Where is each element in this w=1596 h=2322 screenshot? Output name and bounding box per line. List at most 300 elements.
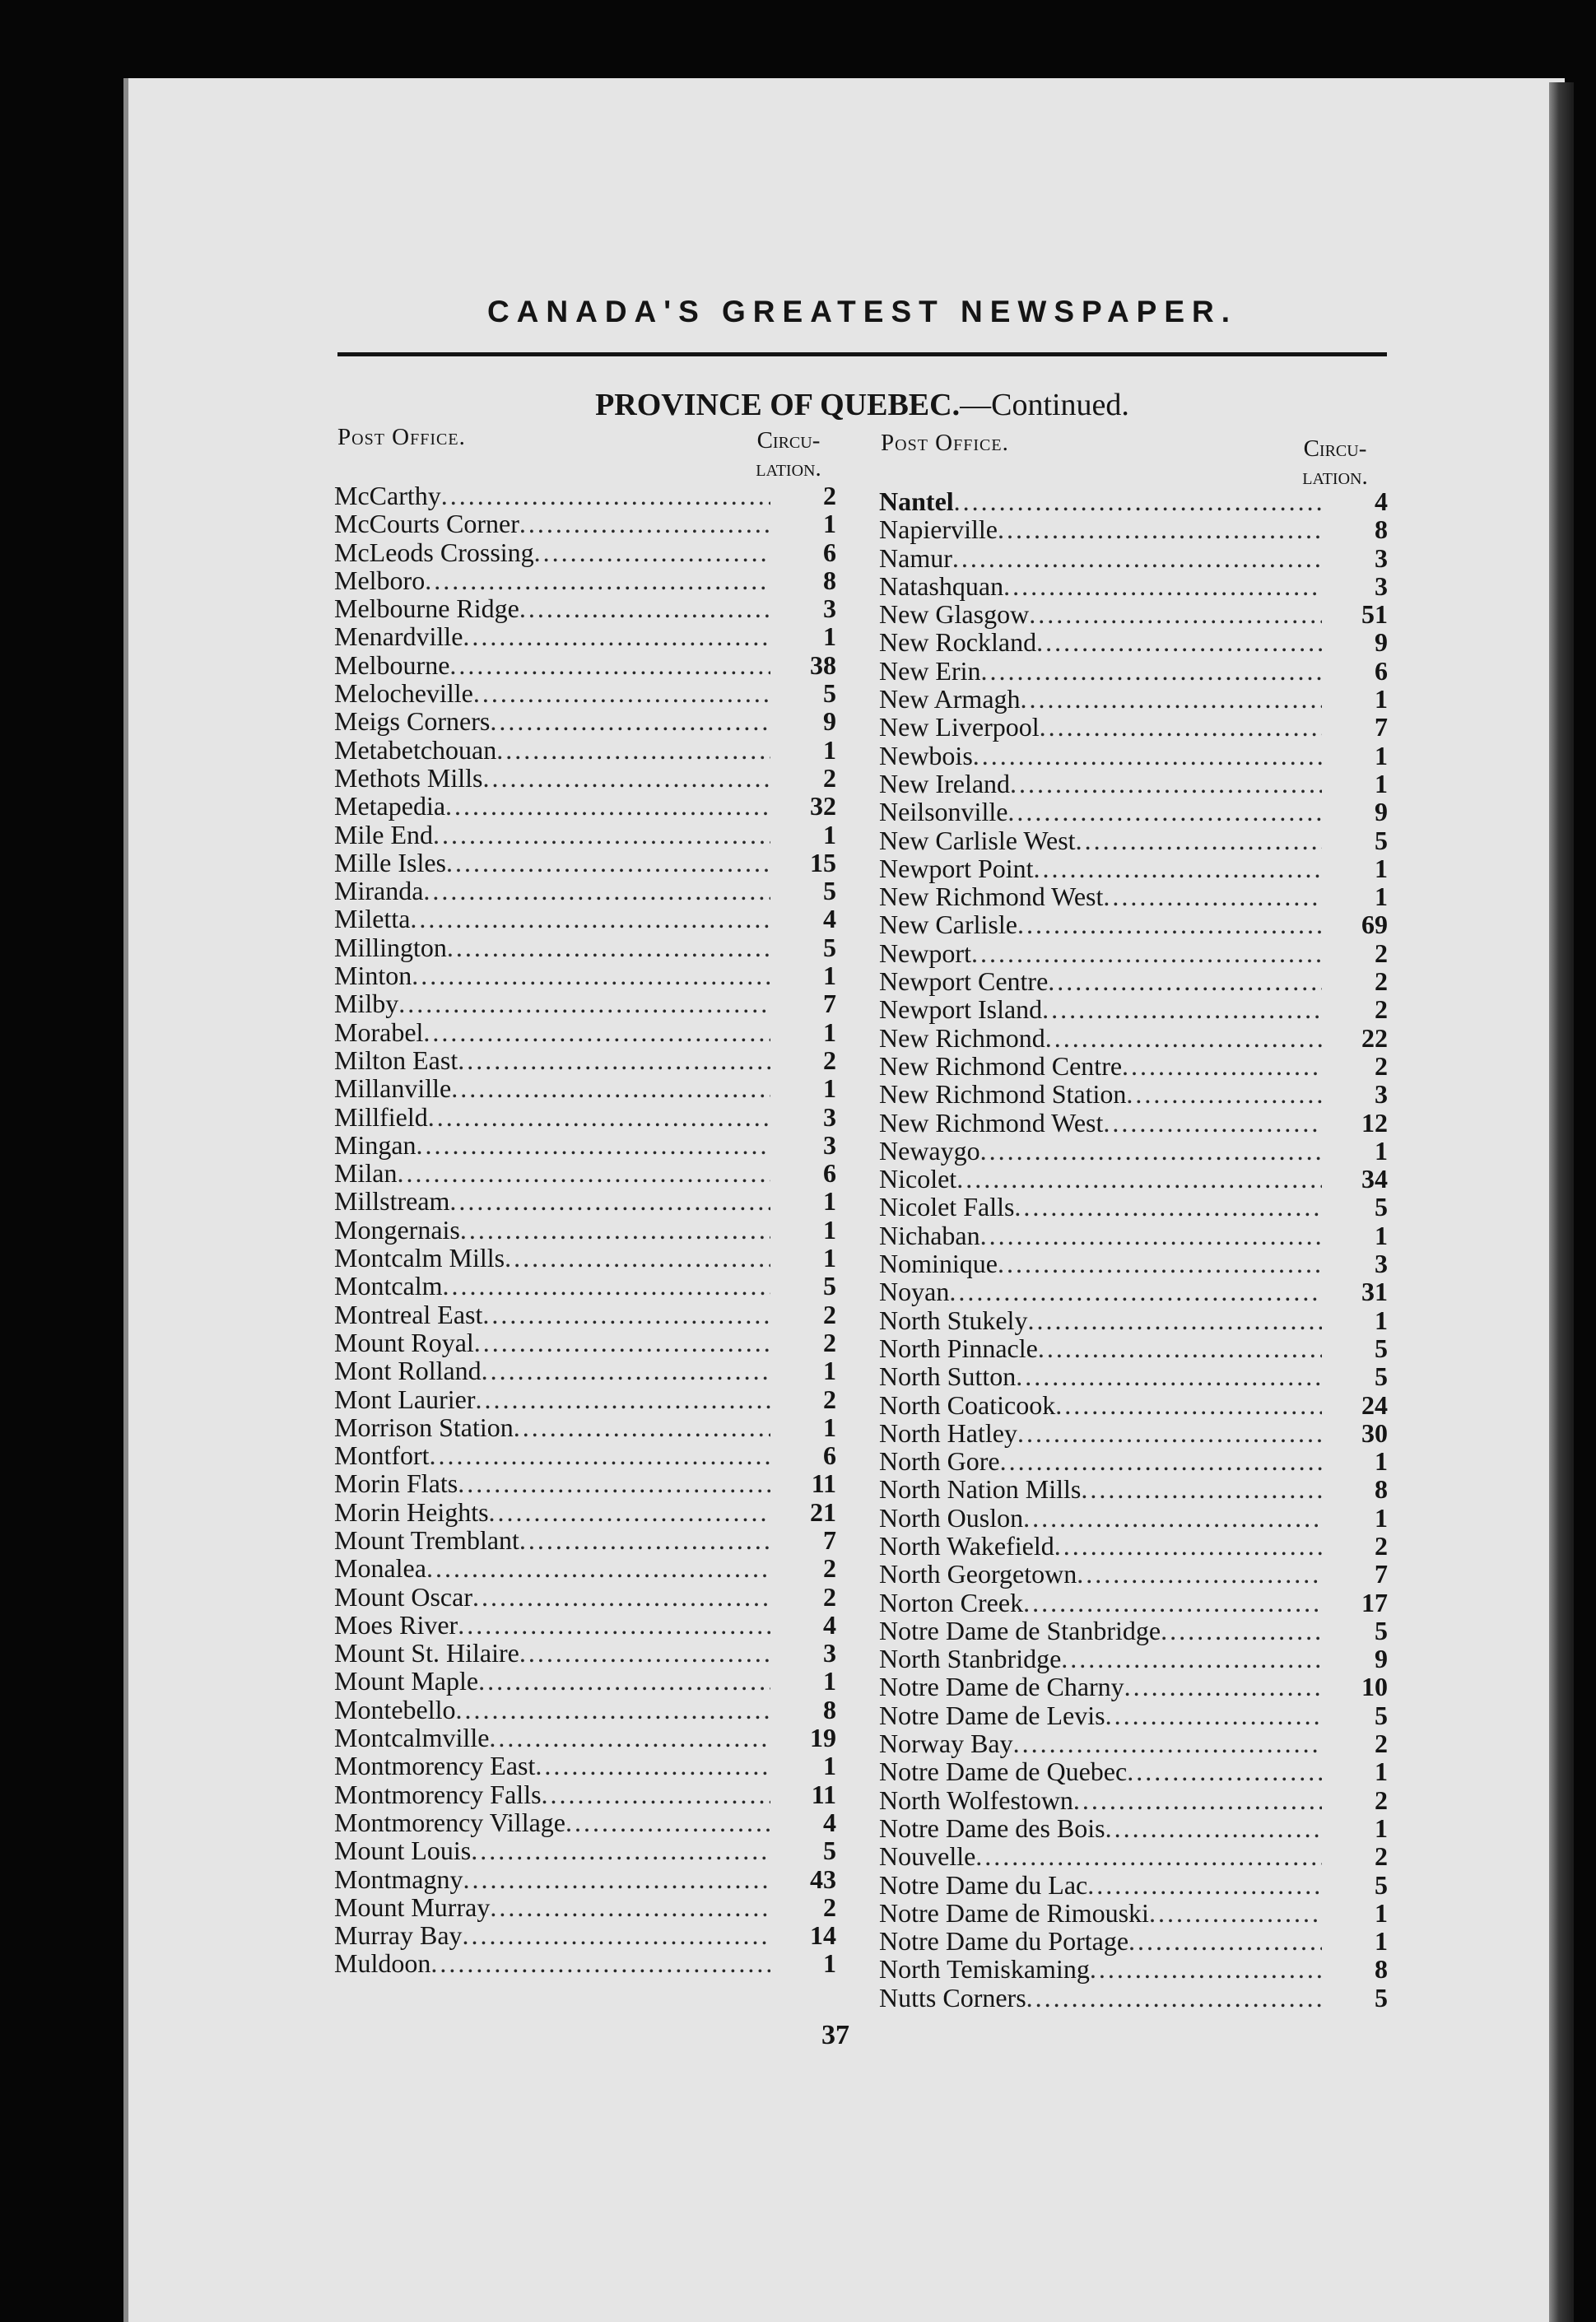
- dot-leader: [1161, 1617, 1322, 1645]
- dot-leader: [1029, 600, 1322, 628]
- list-item: [879, 1419, 1394, 1447]
- post-office-name: Notre Dame de Charny: [879, 1672, 1124, 1702]
- post-office-name: Melbourne Ridge: [334, 593, 519, 624]
- list-item: [334, 989, 843, 1017]
- list-item: [334, 1131, 843, 1159]
- dot-leader: [490, 1893, 770, 1921]
- list-item: [879, 1137, 1394, 1165]
- list-item: [879, 572, 1394, 600]
- dot-leader: [565, 1808, 770, 1836]
- circulation-count: 5: [1375, 1615, 1388, 1645]
- list-item: [334, 1159, 843, 1187]
- dot-leader: [1105, 1814, 1322, 1842]
- post-office-name: Morin Heights: [334, 1496, 489, 1527]
- dot-leader: [1087, 1871, 1322, 1899]
- dot-leader: [971, 939, 1322, 967]
- dot-leader: [1027, 1306, 1322, 1334]
- circulation-count: 32: [810, 791, 836, 821]
- list-item: [879, 1024, 1394, 1052]
- dot-leader: [463, 1921, 770, 1949]
- list-item: [879, 600, 1394, 628]
- post-office-name: Mingan: [334, 1129, 416, 1160]
- list-item: [334, 1272, 843, 1300]
- dot-leader: [482, 764, 770, 792]
- dot-leader: [1048, 967, 1322, 995]
- circulation-count: 8: [823, 1694, 836, 1724]
- circulation-count: 5: [1375, 1869, 1388, 1900]
- post-office-name: Miletta: [334, 904, 411, 934]
- list-item: [879, 1306, 1394, 1334]
- circulation-count: 2: [1375, 1050, 1388, 1081]
- post-office-name: Mount Royal: [334, 1327, 474, 1357]
- circulation-count: 8: [1375, 1474, 1388, 1505]
- post-office-name: Mount Maple: [334, 1666, 479, 1696]
- post-office-name: North Wakefield: [879, 1530, 1054, 1561]
- list-item: [334, 933, 843, 961]
- list-item: [334, 1329, 843, 1356]
- list-item: [879, 1814, 1394, 1842]
- list-item: [879, 1193, 1394, 1221]
- list-item: [334, 1244, 843, 1272]
- circulation-count: 1: [823, 1214, 836, 1245]
- circulation-count: 4: [823, 1609, 836, 1640]
- circulation-count: 5: [823, 678, 836, 709]
- circulation-count: 2: [823, 1045, 836, 1075]
- dot-leader: [1003, 572, 1322, 600]
- circulation-count: 12: [1361, 1107, 1388, 1138]
- circulation-count: 3: [1375, 570, 1388, 601]
- dot-leader: [1105, 1701, 1322, 1729]
- list-item: [879, 995, 1394, 1023]
- dot-leader: [423, 1018, 770, 1046]
- post-office-name: Nicolet: [879, 1164, 957, 1194]
- dot-leader: [410, 905, 770, 933]
- dot-leader: [473, 679, 770, 707]
- list-item: [334, 1385, 843, 1413]
- list-item: [334, 821, 843, 849]
- list-item: [334, 1018, 843, 1046]
- post-office-name: Monalea: [334, 1553, 426, 1584]
- dot-leader: [1076, 826, 1322, 854]
- dot-leader: [482, 1301, 770, 1329]
- list-item: [334, 1724, 843, 1752]
- list-item: [879, 1645, 1394, 1673]
- dot-leader: [1017, 910, 1322, 938]
- circulation-count: 1: [823, 1412, 836, 1442]
- dot-leader: [1054, 1532, 1322, 1560]
- dot-leader: [1103, 882, 1322, 910]
- circulation-count: 9: [1375, 1644, 1388, 1674]
- list-item: [334, 1046, 843, 1074]
- dot-leader: [416, 1131, 770, 1159]
- circulation-count: 2: [1375, 1530, 1388, 1561]
- post-office-name: North Nation Mills: [879, 1474, 1082, 1505]
- circulation-count: 1: [1375, 1220, 1388, 1250]
- list-item: [879, 1475, 1394, 1503]
- right-post-office-list: [879, 487, 1394, 2012]
- list-item: [334, 1836, 843, 1864]
- circulation-count: 1: [823, 1073, 836, 1104]
- post-office-name: Morabel: [334, 1017, 424, 1047]
- dot-leader: [519, 510, 770, 537]
- list-item: [879, 1927, 1394, 1955]
- list-item: [334, 1526, 843, 1554]
- list-item: [879, 1673, 1394, 1701]
- post-office-name: Mount Murray: [334, 1892, 491, 1922]
- circulation-count: 3: [1375, 1249, 1388, 1279]
- list-item: [879, 742, 1394, 770]
- circulation-count: 22: [1361, 1022, 1388, 1053]
- post-office-name: McLeods Crossing: [334, 537, 534, 567]
- post-office-name: New Carlisle: [879, 910, 1017, 940]
- circulation-count: 3: [823, 593, 836, 624]
- list-item: [334, 1667, 843, 1695]
- post-office-name: Montreal East: [334, 1299, 483, 1329]
- dot-leader: [980, 1137, 1322, 1165]
- circulation-count: 5: [823, 932, 836, 962]
- post-office-name: Mongernais: [334, 1214, 460, 1245]
- list-item: [334, 961, 843, 989]
- circulation-count: 2: [1375, 994, 1388, 1025]
- list-item: [879, 1842, 1394, 1870]
- circulation-count: 9: [1375, 627, 1388, 658]
- list-item: [879, 939, 1394, 967]
- post-office-name: New Armagh: [879, 684, 1021, 714]
- dot-leader: [954, 487, 1322, 515]
- circulation-count: 8: [1375, 514, 1388, 545]
- post-office-name: Newbois: [879, 740, 973, 770]
- dot-leader: [472, 1583, 770, 1611]
- circulation-count: 5: [823, 1836, 836, 1866]
- dot-leader: [426, 1554, 770, 1582]
- circulation-count: 4: [823, 904, 836, 934]
- circulation-count: 6: [823, 1440, 836, 1471]
- circulation-count: 2: [823, 762, 836, 793]
- post-office-name: Notre Dame du Lac: [879, 1869, 1088, 1900]
- list-item: [334, 1469, 843, 1497]
- circulation-count: 24: [1361, 1389, 1388, 1420]
- post-office-name: Montfort: [334, 1440, 430, 1471]
- dot-leader: [514, 1413, 770, 1441]
- dot-leader: [430, 1949, 770, 1977]
- circulation-count: 30: [1361, 1417, 1388, 1448]
- dot-leader: [474, 1329, 770, 1356]
- circulation-count: 1: [1375, 1305, 1388, 1335]
- circulation-count: 1: [1375, 1135, 1388, 1166]
- circulation-count: 3: [823, 1638, 836, 1668]
- post-office-name: Montmorency Village: [334, 1807, 565, 1837]
- dot-leader: [1040, 713, 1322, 741]
- post-office-name: McCarthy: [334, 481, 441, 510]
- circulation-count: 3: [1375, 1079, 1388, 1110]
- post-office-name: North Wolfestown: [879, 1785, 1073, 1815]
- list-item: [879, 1362, 1394, 1390]
- post-office-name: Montmagny: [334, 1864, 463, 1894]
- page-number: 37: [821, 2020, 849, 2050]
- dot-leader: [952, 544, 1322, 572]
- section-title: [337, 387, 1387, 423]
- post-office-name: North Sutton: [879, 1361, 1017, 1392]
- post-office-name: Newport: [879, 938, 971, 968]
- post-office-name: New Carlisle West: [879, 825, 1076, 855]
- list-item: [334, 1498, 843, 1526]
- circulation-count: 17: [1361, 1587, 1388, 1617]
- dot-leader: [441, 482, 770, 510]
- post-office-name: Morin Flats: [334, 1468, 458, 1499]
- post-office-name: North Stanbridge: [879, 1644, 1062, 1674]
- post-office-name: Montmorency East: [334, 1751, 536, 1781]
- dot-leader: [1073, 1786, 1322, 1814]
- post-office-name: Morrison Station: [334, 1412, 514, 1442]
- dot-leader: [1010, 770, 1322, 798]
- post-office-name: New Richmond West: [879, 1107, 1104, 1138]
- circulation-count: 6: [823, 537, 836, 567]
- post-office-name: Nouvelle: [879, 1841, 976, 1872]
- list-item: [334, 877, 843, 905]
- circulation-count: 2: [823, 1327, 836, 1357]
- list-item: [334, 707, 843, 735]
- left-post-office-header: Post Office.: [337, 424, 466, 450]
- post-office-name: Metapedia: [334, 791, 446, 821]
- post-office-name: Notre Dame de Stanbridge: [879, 1615, 1161, 1645]
- circulation-count: 1: [1375, 684, 1388, 714]
- list-item: [879, 1899, 1394, 1927]
- dot-leader: [449, 651, 770, 679]
- left-circulation-header-line1: Circu-: [756, 427, 821, 454]
- list-item: [879, 657, 1394, 685]
- list-item: [879, 515, 1394, 543]
- dot-leader: [478, 1667, 770, 1695]
- circulation-count: 1: [823, 1356, 836, 1386]
- dot-leader: [1126, 1080, 1322, 1108]
- post-office-name: Meigs Corners: [334, 706, 491, 737]
- dot-leader: [1013, 1729, 1322, 1757]
- circulation-count: 19: [810, 1723, 836, 1753]
- dot-leader: [451, 1074, 770, 1102]
- dot-leader: [542, 1780, 770, 1808]
- dot-leader: [1103, 1109, 1322, 1137]
- circulation-count: 11: [811, 1468, 836, 1499]
- running-header: CANADA'S GREATEST NEWSPAPER.: [486, 295, 1238, 328]
- circulation-count: 7: [1375, 1559, 1388, 1589]
- list-item: [879, 1504, 1394, 1532]
- circulation-count: 5: [1375, 1192, 1388, 1222]
- post-office-name: Norway Bay: [879, 1729, 1013, 1759]
- dot-leader: [1124, 1673, 1322, 1701]
- dot-leader: [981, 657, 1322, 685]
- dot-leader: [1000, 1447, 1322, 1475]
- circulation-count: 3: [823, 1101, 836, 1132]
- list-item: [334, 792, 843, 820]
- list-item: [334, 1187, 843, 1215]
- dot-leader: [1014, 1193, 1322, 1221]
- post-office-name: Newport Point: [879, 853, 1034, 883]
- circulation-count: 5: [1375, 825, 1388, 855]
- circulation-count: 1: [823, 819, 836, 849]
- list-item: [879, 487, 1394, 515]
- post-office-name: Methots Mills: [334, 762, 483, 793]
- header-rule: [337, 352, 1387, 356]
- list-item: [334, 1611, 843, 1639]
- post-office-name: Montebello: [334, 1694, 456, 1724]
- dot-leader: [463, 1865, 770, 1893]
- dot-leader: [1021, 685, 1322, 713]
- circulation-count: 1: [823, 1243, 836, 1273]
- circulation-count: 2: [1375, 966, 1388, 997]
- list-item: [879, 713, 1394, 741]
- circulation-count: 7: [823, 989, 836, 1019]
- circulation-count: 1: [1375, 740, 1388, 770]
- circulation-count: 6: [1375, 655, 1388, 686]
- dot-leader: [949, 1277, 1322, 1305]
- circulation-count: 14: [810, 1920, 836, 1951]
- post-office-name: New Richmond West: [879, 882, 1104, 912]
- circulation-count: 8: [823, 565, 836, 595]
- list-item: [334, 566, 843, 594]
- list-item: [334, 905, 843, 933]
- list-item: [334, 482, 843, 510]
- dot-leader: [519, 1526, 770, 1554]
- post-office-name: New Liverpool: [879, 712, 1040, 742]
- circulation-count: 1: [823, 1751, 836, 1781]
- circulation-count: 1: [1375, 1897, 1388, 1928]
- post-office-name: Milton East: [334, 1045, 458, 1075]
- circulation-count: 1: [1375, 768, 1388, 798]
- list-item: [879, 1165, 1394, 1193]
- circulation-count: 34: [1361, 1164, 1388, 1194]
- list-item: [334, 1103, 843, 1131]
- post-office-name: North Gore: [879, 1446, 1000, 1477]
- list-item: [334, 849, 843, 877]
- right-circulation-header-line2: lation.: [1302, 463, 1368, 490]
- list-item: [334, 510, 843, 537]
- post-office-name: Namur: [879, 542, 952, 573]
- post-office-name: Nantel: [879, 486, 954, 516]
- post-office-name: Metabetchouan: [334, 734, 497, 765]
- dot-leader: [476, 1385, 771, 1413]
- list-item: [334, 1893, 843, 1921]
- post-office-name: Miranda: [334, 876, 424, 906]
- dot-leader: [1017, 1419, 1322, 1447]
- list-item: [334, 1808, 843, 1836]
- post-office-name: Newaygo: [879, 1135, 980, 1166]
- list-item: [879, 1109, 1394, 1137]
- post-office-name: New Rockland: [879, 627, 1037, 658]
- post-office-name: Notre Dame de Quebec: [879, 1757, 1128, 1787]
- list-item: [334, 1356, 843, 1384]
- list-item: [879, 1532, 1394, 1560]
- circulation-count: 2: [823, 1299, 836, 1329]
- post-office-name: Milan: [334, 1158, 398, 1189]
- dot-leader: [1081, 1475, 1322, 1503]
- list-item: [334, 679, 843, 707]
- list-item: [879, 1757, 1394, 1785]
- post-office-name: Mount St. Hilaire: [334, 1638, 519, 1668]
- dot-leader: [490, 707, 770, 735]
- circulation-count: 15: [810, 847, 836, 877]
- list-item: [334, 594, 843, 622]
- dot-leader: [1026, 1984, 1322, 2012]
- list-item: [879, 628, 1394, 656]
- circulation-count: 6: [823, 1158, 836, 1189]
- post-office-name: Notre Dame de Rimouski: [879, 1897, 1149, 1928]
- list-item: [879, 1871, 1394, 1899]
- post-office-name: North Stukely: [879, 1305, 1028, 1335]
- dot-leader: [1061, 1645, 1322, 1673]
- list-item: [879, 1701, 1394, 1729]
- circulation-count: 2: [823, 1553, 836, 1584]
- dot-leader: [1042, 995, 1322, 1023]
- dot-leader: [505, 1244, 770, 1272]
- post-office-name: Mont Laurier: [334, 1384, 476, 1414]
- list-item: [879, 882, 1394, 910]
- circulation-count: 5: [1375, 1700, 1388, 1730]
- post-office-name: Nichaban: [879, 1220, 980, 1250]
- post-office-name: Nutts Corners: [879, 1982, 1026, 2013]
- dot-leader: [458, 1469, 770, 1497]
- post-office-name: North Coaticook: [879, 1389, 1056, 1420]
- post-office-name: Notre Dame du Portage: [879, 1926, 1129, 1957]
- circulation-count: 2: [823, 1892, 836, 1922]
- circulation-count: 2: [823, 1384, 836, 1414]
- post-office-name: Napierville: [879, 514, 998, 545]
- post-office-name: Notre Dame de Levis: [879, 1700, 1105, 1730]
- post-office-name: Mount Louis: [334, 1836, 472, 1866]
- post-office-name: Montmorency Falls: [334, 1779, 542, 1809]
- post-office-name: Newport Island: [879, 994, 1043, 1025]
- list-item: [334, 1216, 843, 1244]
- dot-leader: [956, 1165, 1322, 1193]
- post-office-name: Millstream: [334, 1186, 450, 1217]
- circulation-count: 4: [1375, 486, 1388, 516]
- list-item: [334, 1865, 843, 1893]
- left-post-office-list: [334, 482, 843, 1978]
- list-item: [879, 1955, 1394, 1983]
- list-item: [334, 1074, 843, 1102]
- dot-leader: [1038, 1334, 1322, 1362]
- dot-leader: [445, 792, 770, 820]
- dot-leader: [980, 1221, 1322, 1249]
- post-office-name: Mont Rolland: [334, 1356, 482, 1386]
- circulation-count: 1: [1375, 1812, 1388, 1843]
- left-circulation-header-line2: lation.: [756, 455, 821, 482]
- circulation-count: 1: [823, 1017, 836, 1047]
- dot-leader: [1077, 1560, 1322, 1588]
- dot-leader: [1127, 1757, 1322, 1785]
- post-office-name: Notre Dame des Bois: [879, 1812, 1105, 1843]
- post-office-name: New Richmond: [879, 1022, 1045, 1053]
- list-item: [334, 1301, 843, 1329]
- post-office-name: North Pinnacle: [879, 1333, 1038, 1363]
- list-item: [879, 826, 1394, 854]
- list-item: [879, 1560, 1394, 1588]
- circulation-count: 5: [1375, 1982, 1388, 2013]
- circulation-count: 3: [823, 1129, 836, 1160]
- dot-leader: [973, 742, 1322, 770]
- circulation-count: 2: [823, 1581, 836, 1612]
- dot-leader: [489, 1724, 770, 1752]
- circulation-count: 9: [1375, 797, 1388, 827]
- dot-leader: [463, 622, 770, 650]
- post-office-name: Noyan: [879, 1277, 950, 1307]
- left-circulation-header: [734, 426, 843, 482]
- circulation-count: 5: [1375, 1361, 1388, 1392]
- list-item: [879, 1080, 1394, 1108]
- post-office-name: North Hatley: [879, 1417, 1017, 1448]
- dot-leader: [430, 1441, 770, 1469]
- circulation-count: 1: [823, 734, 836, 765]
- circulation-count: 43: [810, 1864, 836, 1894]
